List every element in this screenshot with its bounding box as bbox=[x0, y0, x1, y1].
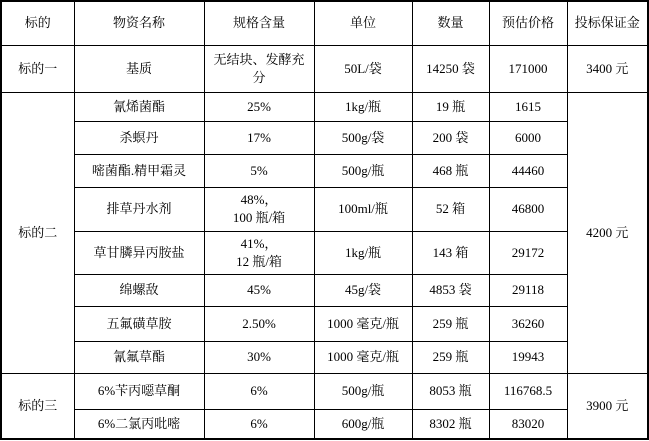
est-price-cell: 171000 bbox=[489, 45, 567, 92]
material-name-cell: 6%苄丙噁草酮 bbox=[74, 373, 204, 409]
material-name-cell: 氰氟草酯 bbox=[74, 341, 204, 373]
quantity-cell: 468 瓶 bbox=[412, 154, 489, 187]
table-row bbox=[1, 45, 648, 92]
est-price-cell: 1615 bbox=[489, 92, 567, 121]
header-spec: 规格含量 bbox=[204, 1, 314, 45]
quantity-cell: 14250 袋 bbox=[412, 45, 489, 92]
header-row bbox=[1, 1, 648, 45]
spec-cell: 2.50% bbox=[204, 306, 314, 341]
deposit-cell: 4200 元 bbox=[567, 92, 648, 373]
deposit-cell: 3400 元 bbox=[567, 45, 648, 92]
quantity-cell: 200 袋 bbox=[412, 121, 489, 154]
est-price-cell: 44460 bbox=[489, 154, 567, 187]
material-name-cell: 排草丹水剂 bbox=[74, 187, 204, 231]
unit-cell: 500g/瓶 bbox=[314, 154, 412, 187]
est-price-cell: 116768.5 bbox=[489, 373, 567, 409]
header-deposit: 投标保证金 bbox=[567, 1, 648, 45]
table-row bbox=[1, 409, 648, 439]
unit-cell: 1000 毫克/瓶 bbox=[314, 306, 412, 341]
spec-cell: 6% bbox=[204, 373, 314, 409]
table-row bbox=[1, 121, 648, 154]
quantity-cell: 8302 瓶 bbox=[412, 409, 489, 439]
unit-cell: 500g/瓶 bbox=[314, 373, 412, 409]
table-row bbox=[1, 274, 648, 306]
material-name-cell: 氰烯菌酯 bbox=[74, 92, 204, 121]
unit-cell: 1000 毫克/瓶 bbox=[314, 341, 412, 373]
unit-cell: 50L/袋 bbox=[314, 45, 412, 92]
material-name-cell: 嘧菌酯.精甲霜灵 bbox=[74, 154, 204, 187]
unit-cell: 45g/袋 bbox=[314, 274, 412, 306]
spec-cell: 5% bbox=[204, 154, 314, 187]
table-row bbox=[1, 373, 648, 409]
deposit-cell: 3900 元 bbox=[567, 373, 648, 439]
est-price-cell: 29172 bbox=[489, 231, 567, 274]
quantity-cell: 143 箱 bbox=[412, 231, 489, 274]
unit-cell: 100ml/瓶 bbox=[314, 187, 412, 231]
quantity-cell: 4853 袋 bbox=[412, 274, 489, 306]
header-quantity: 数量 bbox=[412, 1, 489, 45]
quantity-cell: 259 瓶 bbox=[412, 341, 489, 373]
target-cell: 标的二 bbox=[1, 92, 74, 373]
table-row bbox=[1, 154, 648, 187]
header-target: 标的 bbox=[1, 1, 74, 45]
spec-cell: 6% bbox=[204, 409, 314, 439]
quantity-cell: 259 瓶 bbox=[412, 306, 489, 341]
table-row bbox=[1, 306, 648, 341]
spec-cell: 48%， 100 瓶/箱 bbox=[204, 187, 314, 231]
est-price-cell: 19943 bbox=[489, 341, 567, 373]
unit-cell: 600g/瓶 bbox=[314, 409, 412, 439]
header-unit: 单位 bbox=[314, 1, 412, 45]
header-est-price: 预估价格 bbox=[489, 1, 567, 45]
spec-cell: 45% bbox=[204, 274, 314, 306]
unit-cell: 1kg/瓶 bbox=[314, 231, 412, 274]
header-material-name: 物资名称 bbox=[74, 1, 204, 45]
est-price-cell: 36260 bbox=[489, 306, 567, 341]
material-name-cell: 基质 bbox=[74, 45, 204, 92]
spec-cell: 无结块、发酵充 分 bbox=[204, 45, 314, 92]
material-name-cell: 五氟磺草胺 bbox=[74, 306, 204, 341]
material-name-cell: 草甘膦异丙胺盐 bbox=[74, 231, 204, 274]
material-name-cell: 6%二氯丙吡嘧 bbox=[74, 409, 204, 439]
table-row bbox=[1, 92, 648, 121]
table-row bbox=[1, 187, 648, 231]
spec-cell: 41%， 12 瓶/箱 bbox=[204, 231, 314, 274]
quantity-cell: 52 箱 bbox=[412, 187, 489, 231]
material-name-cell: 绵螺敌 bbox=[74, 274, 204, 306]
est-price-cell: 29118 bbox=[489, 274, 567, 306]
est-price-cell: 6000 bbox=[489, 121, 567, 154]
table-row bbox=[1, 341, 648, 373]
quantity-cell: 19 瓶 bbox=[412, 92, 489, 121]
est-price-cell: 46800 bbox=[489, 187, 567, 231]
spec-cell: 17% bbox=[204, 121, 314, 154]
spec-cell: 25% bbox=[204, 92, 314, 121]
table-row bbox=[1, 231, 648, 274]
unit-cell: 1kg/瓶 bbox=[314, 92, 412, 121]
target-cell: 标的三 bbox=[1, 373, 74, 439]
unit-cell: 500g/袋 bbox=[314, 121, 412, 154]
spec-cell: 30% bbox=[204, 341, 314, 373]
quantity-cell: 8053 瓶 bbox=[412, 373, 489, 409]
est-price-cell: 83020 bbox=[489, 409, 567, 439]
target-cell: 标的一 bbox=[1, 45, 74, 92]
material-name-cell: 杀螟丹 bbox=[74, 121, 204, 154]
